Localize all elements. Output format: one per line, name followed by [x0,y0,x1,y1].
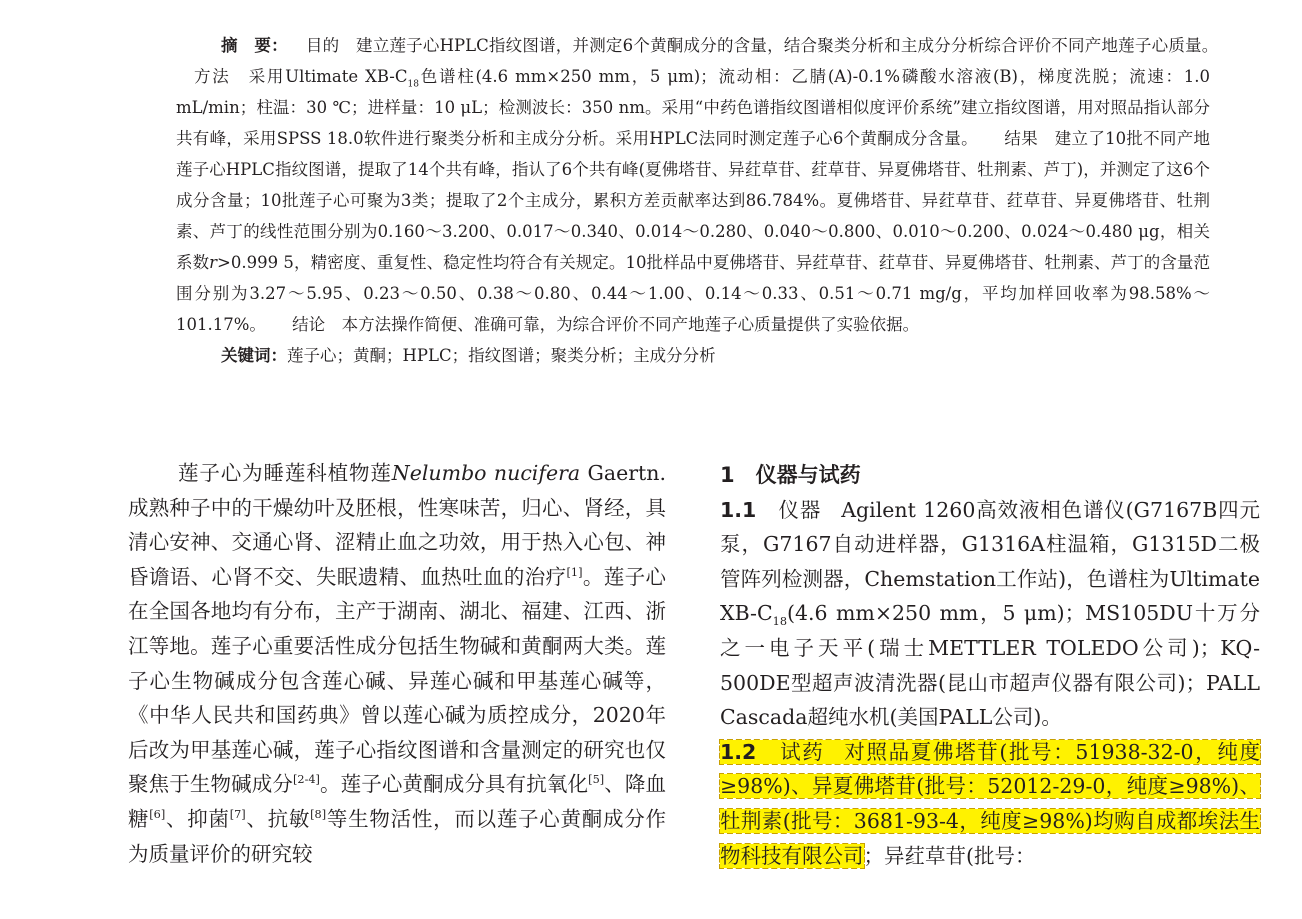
intro-paragraph [128,456,666,871]
citation: [2-4] [293,773,320,787]
intro-column [128,456,666,871]
keywords-text: 莲子心；黄酮；HPLC；指纹图谱；聚类分析；主成分分析 [287,346,716,365]
column-subscript: 18 [772,615,787,629]
citation: [6] [149,808,166,822]
result-r-symbol: r [209,253,218,272]
intro-text-1: 莲子心为睡莲科植物莲 [178,461,392,485]
latin-name: Nelumbo nucifera [391,461,581,485]
reagents-highlight: 对照品夏佛塔苷(批号：51938-32-0，纯度≥98%)、异夏佛塔苷(批号：52012-29-0，纯度≥98%)、牡荆素(批号：3681-93-4，纯度≥98%)均购自成都埃法生物科技有限公司 [720,739,1261,868]
citation: [8] [310,808,327,822]
method-text-2: 色谱柱(4.6 mm×250 mm，5 μm)；流动相：乙腈(A)-0.1%磷酸水溶液(B)，梯度洗脱；流速：1.0 mL/min；柱温：30 ℃；进样量：10 μL；检测波长：350 nm。采用“中药色谱指纹图谱相似度评价系统”建立指纹图谱，用对照品指认部分共有峰，采用SPSS 18.0软件进行聚类分析和主成分分析。采用HPLC法同时测定莲子心6个黄酮成分含量。 [176,67,1211,148]
subsection-title: 仪器 [778,497,822,522]
objective-text: 建立莲子心HPLC指纹图谱，并测定6个黄酮成分的含量，结合聚类分析和主成分分析综合评价不同产地莲子心质量。 [356,36,1211,55]
section-title: 1 仪器与试药 [720,463,861,487]
intro-text-2: Gaertn.成熟种子中的干燥幼叶及胚根，性寒味苦，归心、肾经，具清心安神、交通心肾、涩精止血之功效，用于热入心包、神昏谵语、心肾不交、失眠遗精、血热吐血的治疗 [128,461,666,589]
section-1-2 [720,735,1260,873]
instruments-text-1: Agilent 1260高效液相色谱仪(G7167B四元泵，G7167自动进样器，G1316A柱温箱，G1315D二极管阵列检测器，Chemstation工作站)，色谱柱为Ultimate XB-C [720,497,1260,626]
intro-text-7: 、抗敏 [245,806,311,831]
keywords-line [176,340,1210,371]
section-1-column [720,458,1260,873]
subsection-number: 1.2 [720,739,757,764]
citation: [1] [566,565,583,579]
subsection-number: 1.1 [720,497,757,522]
reagents-text: ；异荭草苷(批号： [863,843,1036,868]
conclusion-text: 本方法操作简便、准确可靠，为综合评价不同产地莲子心质量提供了实验依据。 [341,315,920,334]
conclusion-label: 结论 [292,315,326,334]
result-text-2: >0.999 5，精密度、重复性、稳定性均符合有关规定。10批样品中夏佛塔苷、异荭草苷、荭草苷、异夏佛塔苷、牡荆素、芦丁的含量范围分别为3.27～5.95、0.23～0.50、0.38～0.80、0.44～1.00、0.14～0.33、0.51～0.71 mg/g，平均加样回收率为98.58%～101.17%。 [176,253,1210,334]
section-1-1 [720,493,1260,735]
objective-label: 目的 [305,36,340,55]
citation: [7] [229,808,246,822]
keywords-label: 关键词： [221,346,287,365]
instruments-text-2: (4.6 mm×250 mm，5 μm)；MS105DU十万分之一电子天平(瑞士METTLER TOLEDO公司)；KQ-500DE型超声波清洗器(昆山市超声仪器有限公司)；PALL Cascada超纯水机(美国PALL公司)。 [720,601,1260,730]
intro-text-4: 。莲子心黄酮成分具有抗氧化 [319,772,589,797]
result-label: 结果 [1004,129,1038,148]
method-text-1: 采用Ultimate XB-C [248,67,408,86]
method-label: 方法 [194,67,231,86]
abstract-block [176,30,1210,371]
result-text-1: 建立了10批不同产地莲子心HPLC指纹图谱，提取了14个共有峰，指认了6个共有峰(夏佛塔苷、异荭草苷、荭草苷、异夏佛塔苷、牡荆素、芦丁)，并测定了这6个成分含量；10批莲子心可聚为3类；提取了2个主成分，累积方差贡献率达到86.784%。夏佛塔苷、异荭草苷、荭草苷、异夏佛塔苷、牡荆素、芦丁的线性范围分别为0.160～3.200、0.017～0.340、0.014～0.280、0.040～0.800、0.010～0.200、0.024～0.480 μg，相关系数 [176,129,1210,272]
abstract-label: 摘 要： [221,36,288,55]
subsection-title: 试药 [780,739,825,764]
citation: [5] [588,773,605,787]
intro-text-6: 、抑菌 [165,806,230,831]
method-subscript: 18 [407,79,420,90]
intro-text-5: 、降血糖 [128,772,667,831]
abstract-paragraph [176,30,1210,340]
intro-text-3: 。莲子心在全国各地均有分布，主产于湖南、湖北、福建、江西、浙江等地。莲子心重要活性成分包括生物碱和黄酮两大类。莲子心生物碱成分包含莲心碱、异莲心碱和甲基莲心碱等，《中华人民共和国药典》曾以莲心碱为质控成分，2020年后改为甲基莲心碱，莲子心指纹图谱和含量测定的研究也仅聚焦于生物碱成分 [128,564,667,797]
intro-text-8: 等生物活性，而以莲子心黄酮成分作为质量评价的研究较 [128,806,667,866]
